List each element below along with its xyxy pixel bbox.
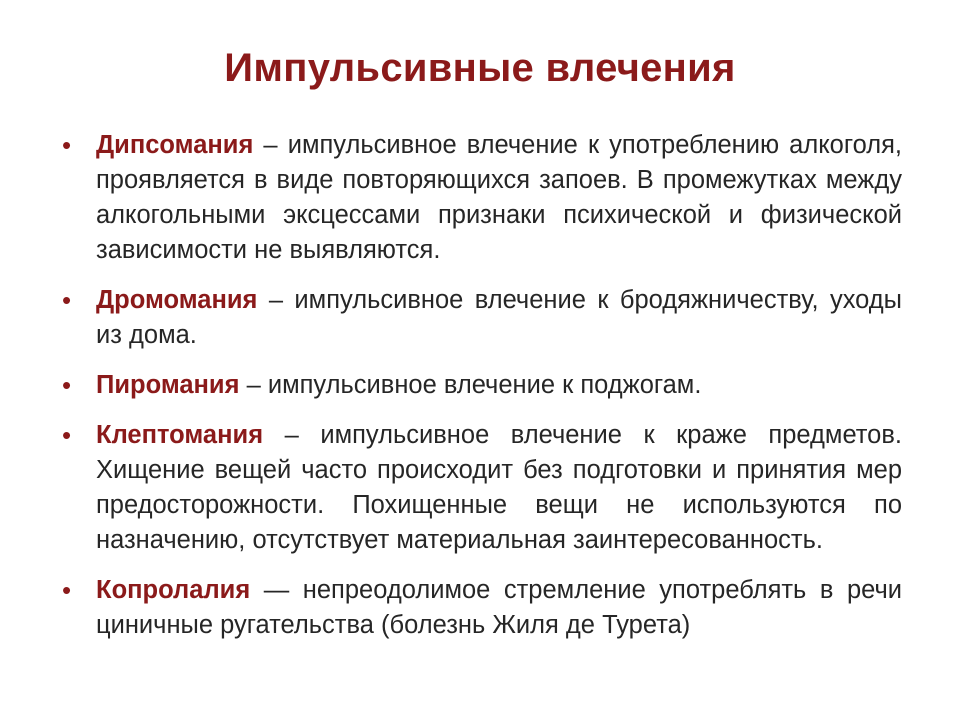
bullet-item-dromomania bbox=[62, 283, 902, 353]
bullet-dot-icon: • bbox=[62, 370, 72, 400]
bullet-list bbox=[62, 128, 902, 658]
bullet-text: – импульсивное влечение к краже предметов. Хищение вещей часто происходит без подготовки и принятия мер предосторожности. Похищенные вещи не используются по назначению, отсутствует материальная заинтересованность. bbox=[96, 421, 902, 554]
slide-title: Импульсивные влечения bbox=[224, 46, 736, 90]
bullet-item-pyromania bbox=[62, 368, 902, 403]
bullet-item-dipsomania bbox=[62, 128, 902, 268]
bullet-text: – импульсивное влечение к употреблению алкоголя, проявляется в виде повторяющихся запоев. В промежутках между алкогольными эксцессами признаки психической и физической зависимости не выявляются. bbox=[96, 131, 902, 264]
bullet-dot-icon: • bbox=[62, 130, 72, 160]
bullet-item-coprolalia bbox=[62, 573, 902, 643]
bullet-text: – импульсивное влечение к поджогам. bbox=[239, 371, 702, 399]
bullet-text: — непреодолимое стремление употреблять в речи циничные ругательства (болезнь Жиля де Турета) bbox=[96, 576, 902, 639]
bullet-dot-icon: • bbox=[62, 420, 72, 450]
bullet-term: Клептомания bbox=[96, 421, 264, 449]
bullet-item-kleptomania bbox=[62, 418, 902, 558]
bullet-term: Копролалия bbox=[96, 576, 251, 604]
bullet-text: – импульсивное влечение к бродяжничеству, уходы из дома. bbox=[96, 286, 902, 349]
bullet-term: Дипсомания bbox=[96, 131, 254, 159]
bullet-dot-icon: • bbox=[62, 575, 72, 605]
bullet-term: Пиромания bbox=[96, 371, 240, 399]
bullet-dot-icon: • bbox=[62, 285, 72, 315]
bullet-term: Дромомания bbox=[96, 286, 258, 314]
